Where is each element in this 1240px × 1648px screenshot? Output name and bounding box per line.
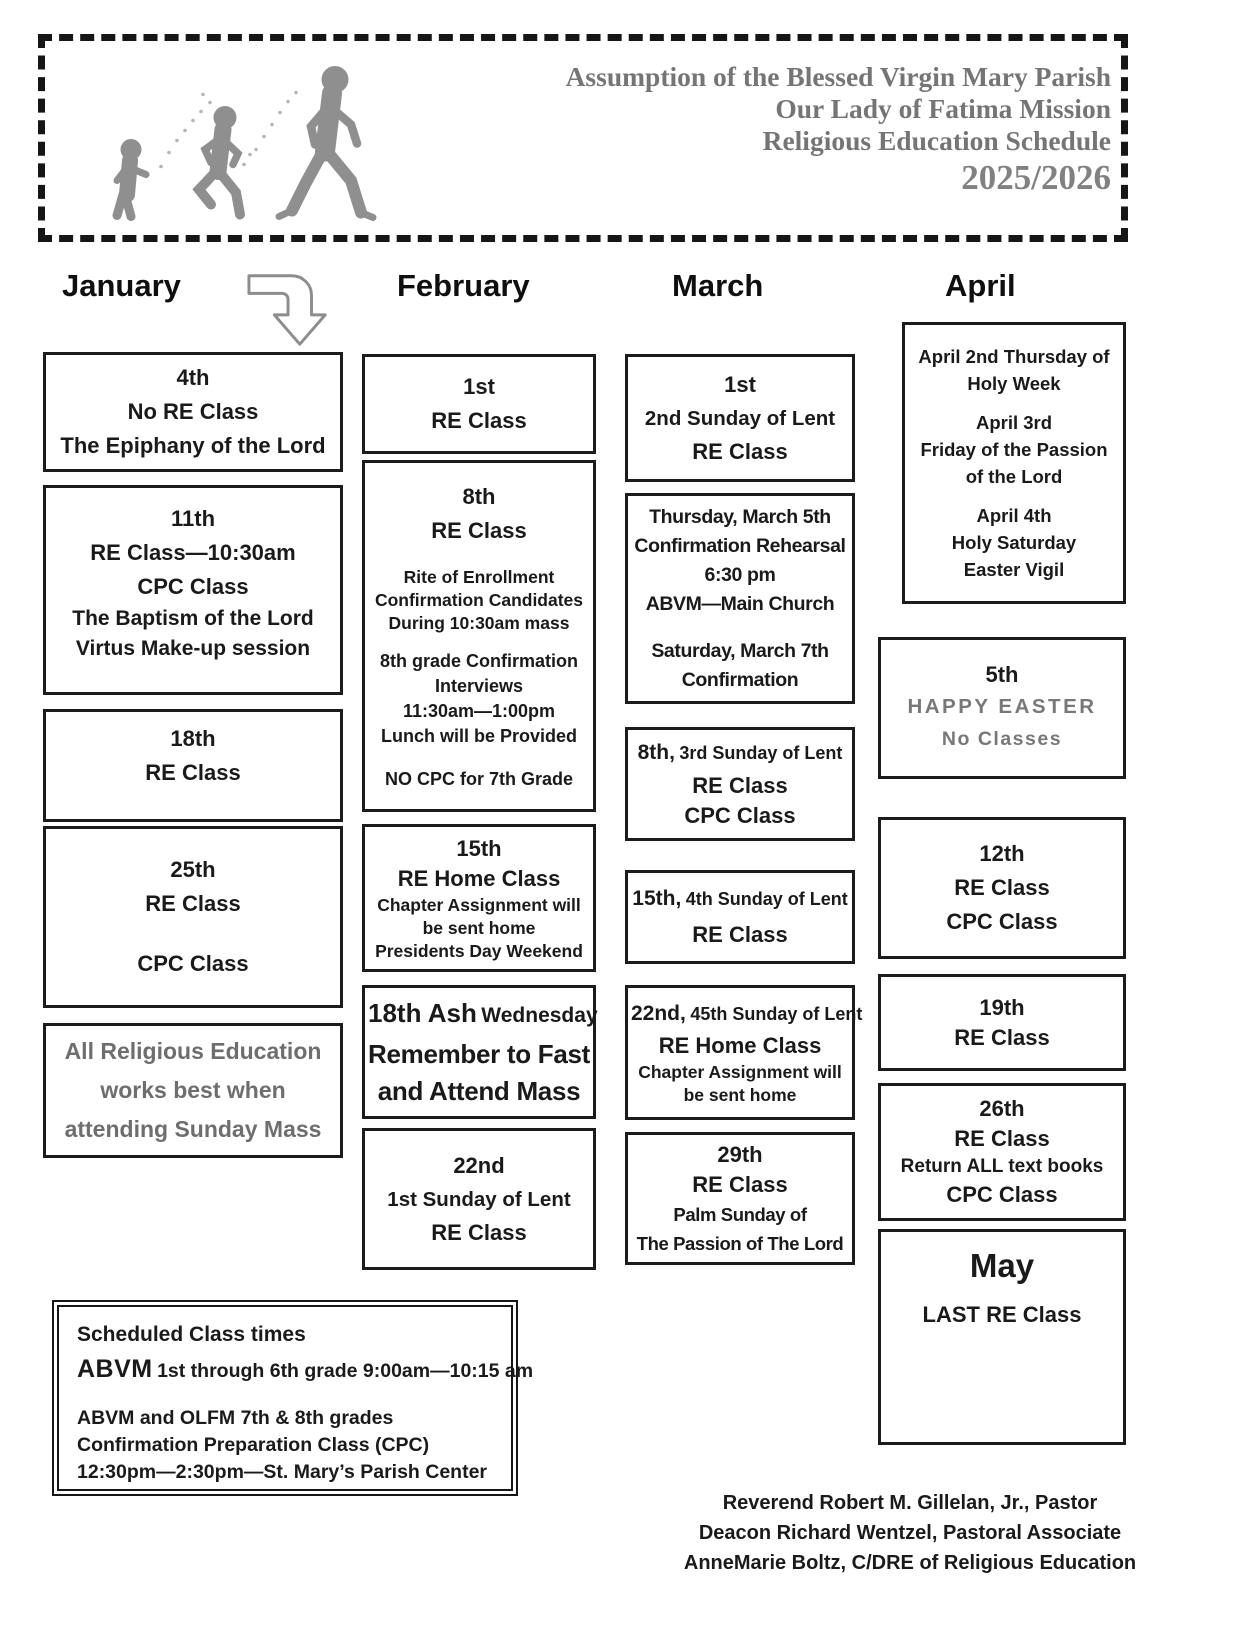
event-line: of the Lord xyxy=(965,466,1063,487)
event-line: 11:30am—1:00pm xyxy=(402,701,556,721)
event-line: The Passion of The Lord xyxy=(636,1232,844,1254)
event-line: CPC Class xyxy=(137,574,249,599)
event-box-january-25th xyxy=(43,826,343,1008)
event-line: 1st xyxy=(463,374,495,399)
event-line: Confirmation Rehearsal xyxy=(634,534,846,557)
spacer xyxy=(77,1391,511,1405)
event-box-march-confirmation-rehearsal xyxy=(625,493,855,704)
event-box-march-15th xyxy=(625,870,855,964)
event-line: RE Class—10:30am xyxy=(90,540,296,565)
event-box-march-22nd xyxy=(625,985,863,1120)
event-box-march-1st xyxy=(625,354,855,482)
parish-name-line: Assumption of the Blessed Virgin Mary Parish xyxy=(565,61,1111,92)
event-line: Easter Vigil xyxy=(963,559,1065,580)
event-line: Chapter Assignment will xyxy=(638,1061,842,1082)
mission-name-line: Our Lady of Fatima Mission xyxy=(775,93,1111,124)
event-line: Chapter Assignment will xyxy=(377,894,581,915)
event-box-february-15th xyxy=(362,824,596,972)
credit-line-deacon: Deacon Richard Wentzel, Pastoral Associate xyxy=(698,1522,1122,1544)
event-line: 18th xyxy=(170,726,216,751)
event-line: 1st Sunday of Lent xyxy=(387,1187,571,1211)
event-line: No Classes xyxy=(941,728,1063,750)
event-line: 8th xyxy=(462,484,496,509)
event-line: 8th grade Confirmation xyxy=(379,651,578,671)
event-line: Holy Saturday xyxy=(951,532,1077,553)
event-line: 4th xyxy=(176,365,210,390)
event-box-april-19th xyxy=(878,974,1126,1071)
event-line: RE Class xyxy=(692,438,788,464)
event-line: RE Class xyxy=(431,408,527,433)
event-line: Holy Week xyxy=(967,373,1061,394)
event-line: 2nd Sunday of Lent xyxy=(644,406,836,430)
event-box-february-18th-ash-wednesday xyxy=(362,985,596,1119)
event-line: April 3rd xyxy=(975,412,1053,433)
toddler-silhouette xyxy=(117,139,146,217)
event-line: RE Class xyxy=(431,518,527,543)
class-times-box xyxy=(52,1300,534,1496)
header-box xyxy=(38,34,1128,242)
credit-line-pastor: Reverend Robert M. Gillelan, Jr., Pastor xyxy=(722,1492,1098,1514)
event-line: During 10:30am mass xyxy=(388,613,570,633)
event-line: 22nd xyxy=(453,1152,505,1178)
event-line: Friday of the Passion xyxy=(920,439,1108,460)
event-line: 5th xyxy=(985,662,1019,687)
event-line: 26th xyxy=(979,1096,1025,1121)
event-line: RE Class xyxy=(692,773,788,798)
event-box-february-8th xyxy=(362,460,596,812)
note-line: attending Sunday Mass xyxy=(64,1116,322,1142)
month-header-may: May xyxy=(969,1247,1035,1284)
note-line: works best when xyxy=(100,1077,286,1103)
event-line: CPC Class xyxy=(137,951,249,976)
running-child-silhouette xyxy=(199,106,240,215)
credit-line-dre: AnneMarie Boltz, C/DRE of Religious Education xyxy=(683,1552,1137,1574)
event-line: Lunch will be Provided xyxy=(380,726,578,746)
event-line: RE Class xyxy=(145,760,241,785)
event-line: 18th Ash Wednesday xyxy=(368,997,598,1028)
event-line: RE Class xyxy=(692,1171,788,1197)
event-line: RE Home Class xyxy=(658,1032,822,1058)
event-box-april-12th xyxy=(878,817,1126,959)
event-box-february-22nd xyxy=(362,1128,596,1270)
event-line: CPC Class xyxy=(684,803,796,828)
event-line: The Baptism of the Lord xyxy=(72,607,314,630)
event-line: RE Class xyxy=(431,1219,527,1245)
event-line: Confirmation xyxy=(681,668,799,691)
schedule-title-line: Religious Education Schedule xyxy=(762,125,1111,156)
event-line: Saturday, March 7th xyxy=(651,639,829,662)
event-line: LAST RE Class xyxy=(922,1302,1082,1327)
month-header-march: March xyxy=(672,268,764,303)
event-line: 19th xyxy=(979,994,1025,1020)
event-line: 15th, 4th Sunday of Lent xyxy=(632,887,848,910)
event-line: be sent home xyxy=(683,1084,797,1105)
event-line: Interviews xyxy=(434,676,524,696)
walking-child-silhouette xyxy=(279,66,373,218)
event-line: and Attend Mass xyxy=(377,1075,581,1106)
note-box-sunday-mass xyxy=(43,1023,343,1158)
event-box-february-1st xyxy=(362,354,596,454)
class-times-title: Scheduled Class times xyxy=(77,1323,306,1346)
event-box-april-26th xyxy=(878,1083,1126,1221)
school-year: 2025/2026 xyxy=(961,158,1111,197)
event-box-january-11th xyxy=(43,485,343,695)
event-line: 6:30 pm xyxy=(704,563,776,586)
month-header-april: April xyxy=(945,268,1016,303)
bent-arrow-icon xyxy=(240,266,340,354)
note-line: All Religious Education xyxy=(64,1038,322,1064)
event-line: be sent home xyxy=(422,917,536,938)
event-box-april-holy-week xyxy=(902,322,1126,604)
event-line: NO CPC for 7th Grade xyxy=(384,769,574,789)
children-silhouettes-graphic xyxy=(73,53,443,231)
event-line: 8th, 3rd Sunday of Lent xyxy=(637,741,843,764)
event-line: Remember to Fast xyxy=(368,1038,591,1069)
event-line: 22nd, 45th Sunday of Lent xyxy=(631,1001,863,1025)
event-line: ABVM—Main Church xyxy=(645,592,835,615)
event-box-january-18th xyxy=(43,709,343,822)
event-line: Virtus Make-up session xyxy=(75,637,311,660)
event-line: RE Home Class xyxy=(397,865,561,891)
event-line: 25th xyxy=(170,857,216,882)
event-line: RE Class xyxy=(692,922,788,947)
event-line: RE Class xyxy=(954,1024,1050,1050)
event-box-april-easter xyxy=(878,637,1126,779)
event-line: April 2nd Thursday of xyxy=(918,346,1110,367)
event-line: 1st xyxy=(724,371,756,397)
event-box-march-8th xyxy=(625,727,855,841)
month-header-february: February xyxy=(397,268,530,303)
class-times-abvm-line: ABVM 1st through 6th grade 9:00am—10:15 am xyxy=(77,1355,534,1383)
footer-credits xyxy=(660,1488,1160,1578)
event-line: HAPPY EASTER xyxy=(907,695,1097,718)
event-line: 11th xyxy=(170,506,216,531)
header-titles xyxy=(566,61,1111,199)
event-line: RE Class xyxy=(954,875,1050,900)
event-line: Rite of Enrollment xyxy=(403,567,555,587)
month-header-january: January xyxy=(62,268,181,303)
class-times-line: Confirmation Preparation Class (CPC) xyxy=(77,1434,430,1456)
class-times-line: 12:30pm—2:30pm—St. Mary’s Parish Center xyxy=(77,1461,488,1483)
event-line: RE Class xyxy=(145,891,241,916)
event-line: Confirmation Candidates xyxy=(374,590,584,610)
event-line: The Epiphany of the Lord xyxy=(60,433,326,458)
event-line: April 4th xyxy=(976,505,1052,526)
event-line: CPC Class xyxy=(946,909,1058,934)
event-box-january-4th xyxy=(43,352,343,472)
event-line: CPC Class xyxy=(946,1182,1058,1207)
event-line: Palm Sunday of xyxy=(673,1203,807,1225)
class-times-line: ABVM and OLFM 7th & 8th grades xyxy=(77,1407,394,1429)
event-box-march-29th xyxy=(625,1132,855,1265)
event-line: No RE Class xyxy=(127,399,259,424)
event-line: 15th xyxy=(456,835,502,861)
abvm-label: ABVM xyxy=(77,1355,153,1383)
event-line: RE Class xyxy=(954,1126,1050,1151)
event-line: Presidents Day Weekend xyxy=(375,940,583,961)
event-line: Thursday, March 5th xyxy=(649,505,831,528)
event-line: 12th xyxy=(979,841,1025,866)
event-line: Return ALL text books xyxy=(900,1156,1104,1177)
event-line: 29th xyxy=(717,1141,763,1167)
event-box-may-last-class xyxy=(878,1229,1126,1445)
